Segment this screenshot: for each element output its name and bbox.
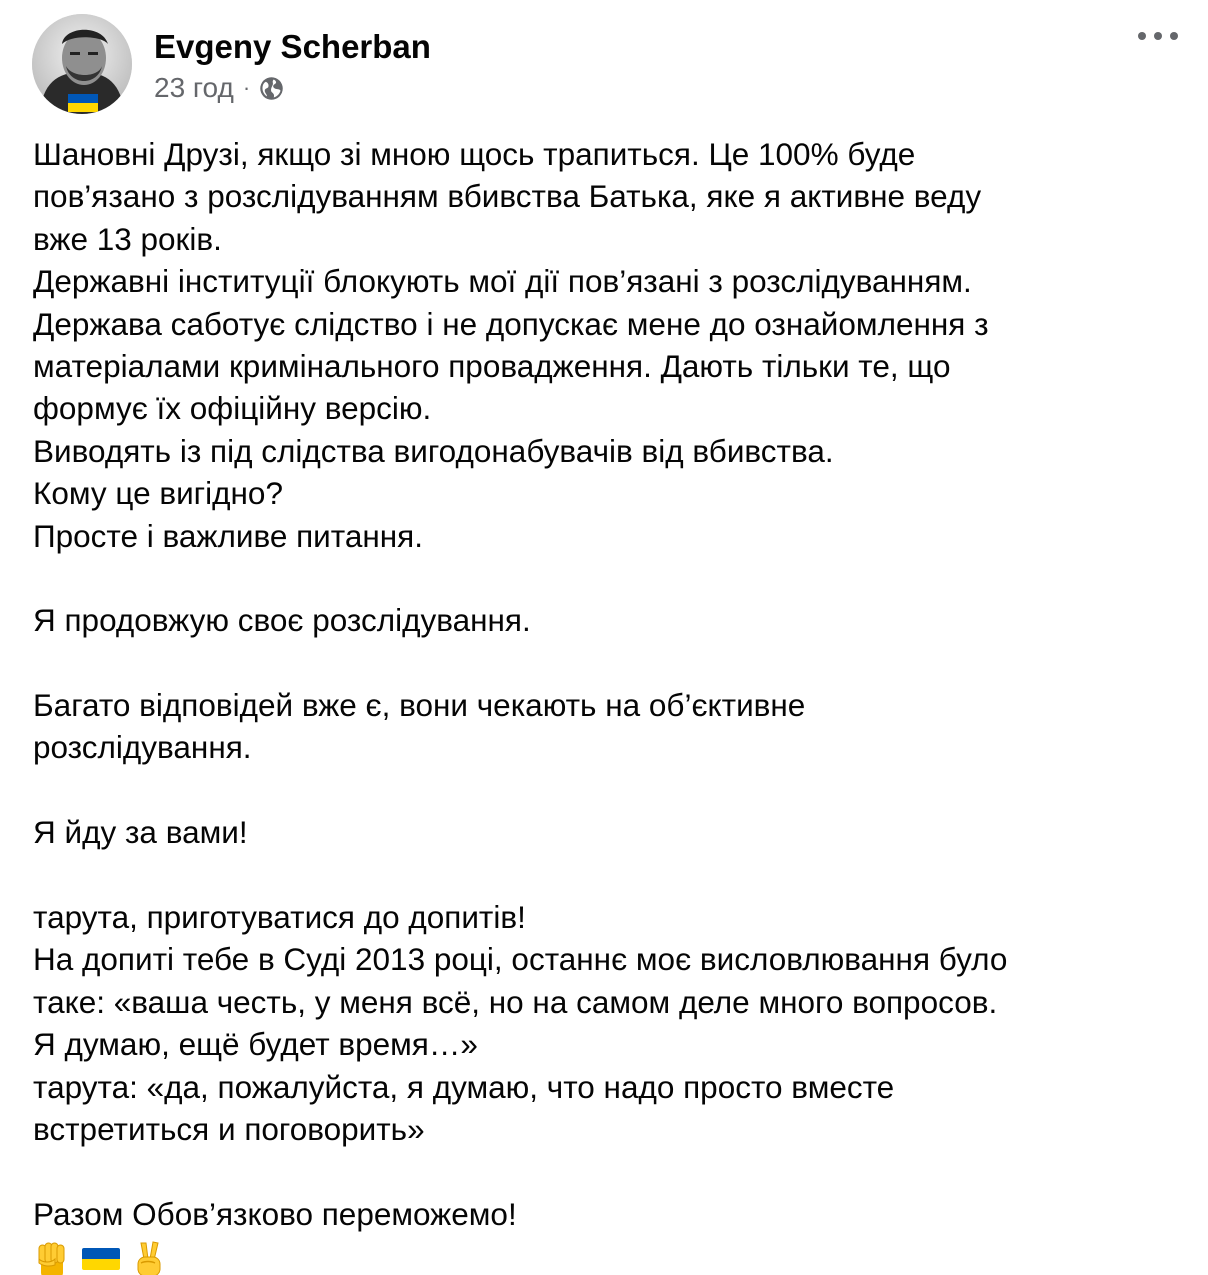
emoji-row (33, 1237, 1183, 1275)
post-line (33, 557, 1183, 599)
post-line: Разом Обов’язково переможемо! (33, 1195, 517, 1232)
post-header (32, 14, 1182, 118)
post-line (33, 1150, 1183, 1192)
more-options-button[interactable] (1138, 22, 1178, 50)
post-line: пов’язано з розслідуванням вбивства Батька, яке я активне веду (33, 178, 982, 215)
avatar[interactable] (32, 14, 132, 114)
more-options-icon (1170, 32, 1178, 40)
raised-fist-emoji (33, 1239, 73, 1275)
post-line: Кому це вигідно? (33, 475, 283, 512)
post-line: таке: «ваша честь, у меня всё, но на самом деле много вопросов. (33, 983, 998, 1020)
avatar-photo (32, 14, 132, 114)
post-line (33, 769, 1183, 811)
post-line: На допиті тебе в Суді 2013 році, останнє моє висловлювання було (33, 941, 1008, 978)
post-line: матеріалами кримінального провадження. Дають тільки те, що (33, 347, 951, 384)
post-line: тарута, приготуватися до допитів! (33, 899, 526, 936)
meta-separator: · (242, 75, 251, 100)
post-line: встретиться и поговорить» (33, 1110, 425, 1147)
victory-hand-emoji (129, 1239, 169, 1275)
post-line: Шановні Друзі, якщо зі мною щось трапиться. Це 100% буде (33, 136, 916, 172)
post-line: вже 13 років. (33, 220, 222, 257)
post-line: Державні інституції блокують мої дії пов’язані з розслідуванням. (33, 263, 972, 300)
ukraine-flag-emoji (81, 1239, 121, 1275)
post-meta (154, 72, 285, 104)
post-line: Я продовжую своє розслідування. (33, 602, 531, 639)
post-line: тарута: «да, пожалуйста, я думаю, что надо просто вместе (33, 1068, 895, 1105)
author-name[interactable]: Evgeny Scherban (154, 28, 431, 65)
post-line (33, 854, 1183, 896)
post-line: розслідування. (33, 729, 252, 766)
post-line: Багато відповідей вже є, вони чекають на об’єктивне (33, 687, 806, 724)
post-line: Я думаю, ещё будет время…» (33, 1026, 478, 1063)
post-line: Виводять із під слідства вигодонабувачів від вбивства. (33, 432, 834, 469)
post-line: Просте і важливе питання. (33, 517, 423, 554)
more-options-icon (1154, 32, 1162, 40)
post-line: формує їх офіційну версію. (33, 390, 432, 427)
more-options-icon (1138, 32, 1146, 40)
globe-icon[interactable] (258, 75, 285, 102)
post-timestamp[interactable]: 23 год (154, 72, 234, 103)
post-line: Держава саботує слідство і не допускає мене до ознайомлення з (33, 305, 989, 342)
post-line: Я йду за вами! (33, 814, 248, 851)
post-line (33, 642, 1183, 684)
post-text (33, 133, 1183, 1275)
